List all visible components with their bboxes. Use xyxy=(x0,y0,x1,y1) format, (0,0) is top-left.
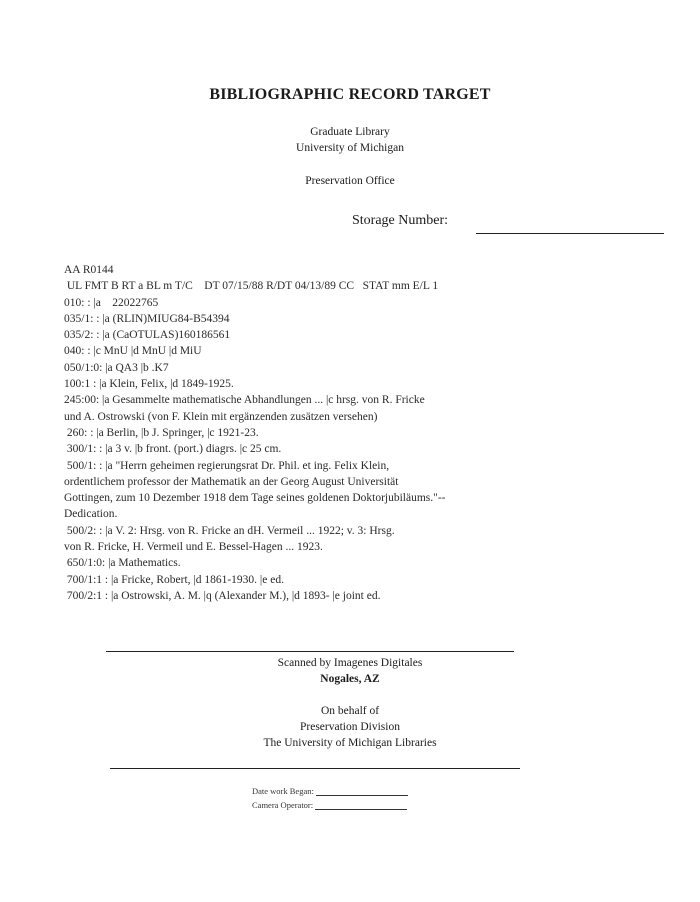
record-line: 040: : |c MnU |d MnU |d MiU xyxy=(64,345,202,358)
scanned-by: Scanned by Imagenes Digitales xyxy=(277,657,423,669)
camera-operator-label: Camera Operator: xyxy=(252,800,314,810)
record-line: AA R0144 xyxy=(64,264,114,276)
record-line: ordentlichem professor der Mathematik an der Georg August Universität xyxy=(64,475,399,488)
record-line: 650/1:0: |a Mathematics. xyxy=(64,557,181,570)
record-line: 260: : |a Berlin, |b J. Springer, |c 1921-23. xyxy=(64,426,259,439)
page-title: BIBLIOGRAPHIC RECORD TARGET xyxy=(209,86,491,103)
record-line: 050/1:0: |a QA3 |b .K7 xyxy=(64,361,169,374)
university-libraries: The University of Michigan Libraries xyxy=(263,737,437,749)
bibliographic-record xyxy=(64,262,664,604)
record-line: 500/1: : |a "Herrn geheimen regierungsrat Dr. Phil. et ing. Felix Klein, xyxy=(64,459,390,472)
preservation-division: Preservation Division xyxy=(300,721,400,733)
record-line: UL FMT B RT a BL m T/C DT 07/15/88 R/DT 04/13/89 CC STAT mm E/L 1 xyxy=(64,280,439,293)
on-behalf-of: On behalf of xyxy=(320,705,380,717)
camera-operator-field xyxy=(252,799,407,810)
upper-divider xyxy=(106,651,514,652)
record-line: 035/1: : |a (RLIN)MIUG84-B54394 xyxy=(64,312,230,325)
record-line: 035/2: : |a (CaOTULAS)160186561 xyxy=(64,329,231,342)
record-line: 100:1 : |a Klein, Felix, |d 1849-1925. xyxy=(64,378,234,391)
date-work-began-blank xyxy=(316,785,408,796)
date-work-began-label: Date work Began: xyxy=(252,786,314,796)
storage-number-label: Storage Number: xyxy=(352,213,449,228)
footer-block xyxy=(0,655,700,751)
record-line: und A. Ostrowski (von F. Klein mit ergänzenden zusätzen versehen) xyxy=(64,410,378,423)
storage-number-blank xyxy=(476,233,664,234)
record-line: 700/1:1 : |a Fricke, Robert, |d 1861-1930. |e ed. xyxy=(64,573,284,586)
scan-location: Nogales, AZ xyxy=(320,673,380,685)
record-line: 500/2: : |a V. 2: Hrsg. von R. Fricke an dH. Vermeil ... 1922; v. 3: Hrsg. xyxy=(64,524,395,537)
record-line: 700/2:1 : |a Ostrowski, A. M. |q (Alexander M.), |d 1893- |e joint ed. xyxy=(64,589,381,602)
lower-divider xyxy=(110,768,520,769)
library-name: Graduate Library xyxy=(310,126,390,138)
record-line: Dedication. xyxy=(64,508,118,521)
record-line: Gottingen, zum 10 Dezember 1918 dem Tage seines goldenen Doktorjubiläums."-- xyxy=(64,492,446,505)
record-line: von R. Fricke, H. Vermeil und E. Bessel-Hagen ... 1923. xyxy=(64,541,323,554)
date-work-began-field xyxy=(252,785,408,796)
record-line: 300/1: : |a 3 v. |b front. (port.) diagrs. |c 25 cm. xyxy=(64,443,282,456)
office-name: Preservation Office xyxy=(305,175,395,187)
university-name: University of Michigan xyxy=(296,142,404,154)
record-line: 010: : |a 22022765 xyxy=(64,296,159,309)
record-line: 245:00: |a Gesammelte mathematische Abhandlungen ... |c hrsg. von R. Fricke xyxy=(64,394,425,407)
camera-operator-blank xyxy=(315,799,407,810)
